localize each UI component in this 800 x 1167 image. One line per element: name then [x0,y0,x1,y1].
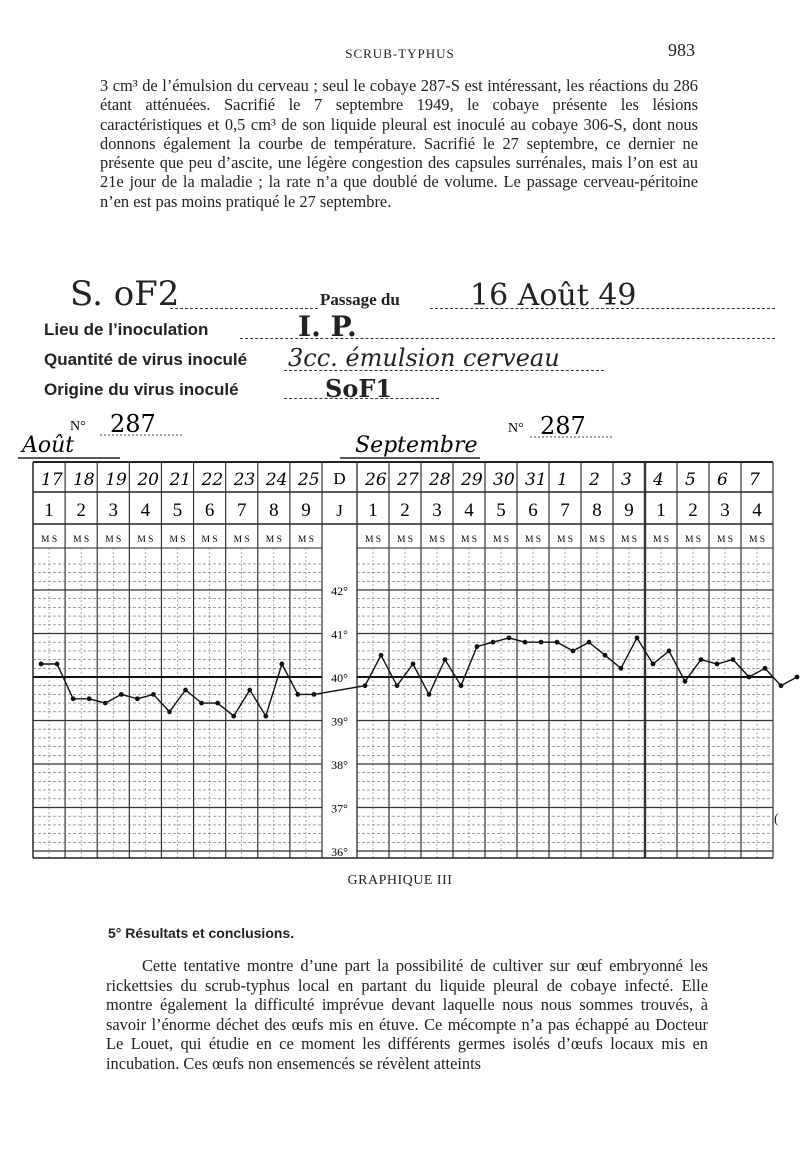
temperature-point [539,640,544,645]
temperature-point [395,683,400,688]
ms-right: M S [684,535,702,545]
no-value-right: 287 [540,412,586,440]
day-right: 1 [368,500,378,521]
ms-right: M S [524,535,542,545]
day-left: 6 [204,500,215,521]
ms-left: M S [265,535,282,545]
temperature-point [279,662,284,667]
date-left: 22 [201,470,224,490]
temperature-point [651,662,656,667]
lieu-value: I. P. [298,310,357,343]
y-tick-label: 41° [331,627,348,642]
temperature-point [427,692,432,697]
ms-right: M S [460,535,478,545]
quantite-label: Quantité de virus inoculé [44,350,248,369]
temperature-point [263,714,268,719]
day-right: 8 [592,500,602,521]
day-right: 2 [688,500,698,521]
date-right: 29 [461,470,483,490]
temperature-point [55,662,60,667]
temperature-point [763,666,768,671]
temperature-point [635,635,640,640]
temperature-point [312,692,317,697]
date-right: 31 [525,470,547,490]
temperature-point [363,683,368,688]
temperature-point [443,657,448,662]
ms-left: M S [201,535,218,545]
temperature-point [296,692,301,697]
body-paragraph: Cette tentative montre d’une part la possibilité de cultiver sur œuf embryonné les rickettsies du scrub-typhus local en partant du liquide pleural de cobaye infecté. Elle montre également la difficulté imprévue devant laquelle nous nous sommes trouvés, à savoir l’énorme déchet des œufs mis en étuve. Ce mécompte n’a pas échappé au Docteur Le Louet, qui étudie en ce moment les différents germes isolés d’œufs locaux mis en incubation. Ces œufs non ensemencés se révèlent atteints [106,956,708,1073]
ms-left: M S [41,535,58,545]
date-right: 27 [397,470,419,490]
month-right: Septembre [355,433,478,458]
temperature-point [667,649,672,654]
no-value-left: 287 [110,410,156,438]
y-tick-label: 39° [331,714,348,729]
day-right: 4 [752,500,762,521]
no-label-right: N° [508,421,524,436]
ms-right: M S [620,535,638,545]
y-tick-label: 42° [331,584,348,598]
day-right: 6 [528,500,538,521]
date-right: 3 [621,470,632,490]
day-right: 1 [656,500,666,521]
passage-label: Passage du [320,290,400,309]
temperature-point [199,701,204,706]
ms-right: M S [364,535,382,545]
y-tick-label: 37° [331,801,348,816]
day-right: 9 [624,500,634,521]
day-left: 4 [140,500,151,521]
temperature-point [411,662,416,667]
day-left: 7 [236,500,247,521]
ms-right: M S [396,535,414,545]
date-right: 1 [557,470,568,490]
date-left: 21 [169,470,192,490]
ms-right: M S [652,535,670,545]
y-tick-label: 38° [331,758,348,772]
date-right: 4 [653,470,664,490]
temperature-point [39,662,44,667]
ms-right: M S [556,535,574,545]
date-left: 23 [233,470,256,490]
temperature-point [523,640,528,645]
date-right: 6 [717,470,728,490]
d-label: D [333,469,346,488]
temperature-point [135,696,140,701]
temperature-point [731,657,736,662]
ms-right: M S [748,535,766,545]
temperature-point [379,653,384,658]
temperature-point [151,692,156,697]
ms-right: M S [716,535,734,545]
temperature-point [215,701,220,706]
y-tick-label: 40° [331,671,348,685]
date-left: 18 [73,470,95,490]
ms-left: M S [169,535,186,545]
ms-right: M S [492,535,510,545]
lieu-label: Lieu de l’inoculation [44,320,209,339]
origine-value: SoF1 [325,374,393,403]
ms-left: M S [233,535,250,545]
j-label: J [336,501,343,520]
chart-caption: GRAPHIQUE III [347,873,453,888]
temperature-point [167,709,172,714]
temperature-point [571,649,576,654]
temperature-point [587,640,592,645]
date-right: 28 [429,470,451,490]
ms-left: M S [137,535,154,545]
temperature-point [715,662,720,667]
month-left: Août [22,433,75,458]
temperature-point [71,696,76,701]
temperature-point [231,714,236,719]
ms-right: M S [588,535,606,545]
day-left: 9 [301,500,311,521]
temperature-point [459,683,464,688]
temperature-point [103,701,108,706]
day-right: 3 [720,500,730,521]
margin-mark: ( [774,812,779,827]
day-left: 2 [76,500,86,521]
date-left: 20 [137,470,159,490]
temperature-point [619,666,624,671]
day-right: 3 [432,500,442,521]
temperature-point [603,653,608,658]
date-left: 19 [105,470,127,490]
day-right: 4 [464,500,474,521]
temperature-point [779,683,784,688]
date-right: 26 [365,470,387,490]
page-number: 983 [668,40,695,60]
day-right: 5 [496,500,506,521]
section-title: 5° Résultats et conclusions. [108,925,295,941]
ms-right: M S [428,535,446,545]
intro-paragraph: 3 cm³ de l’émulsion du cerveau ; seul le cobaye 287-S est intéressant, les réactions du 286 étant atténuées. Sacrifié le 7 septembre 1949, le cobaye présente les lésions caractéristiques et 0,5 cm³ de son liquide pleural est inoculé au cobaye 306-S, dont nous donnons également la courbe de température. Sacrifié le 27 septembre, ce dernier ne présente que peu d’ascite, une légère congestion des capsules surrénales, mais l’on est au 21e jour de la maladie ; la rate n’a que doublé de volume. Le passage cerveau-péritoine n’en est pas moins pratiqué le 27 septembre. [100,76,698,211]
temperature-point [795,675,800,680]
temperature-point [507,635,512,640]
temperature-point [87,696,92,701]
day-left: 5 [172,500,183,521]
ms-left: M S [105,535,122,545]
date-right: 30 [493,470,515,490]
running-head: SCRUB-TYPHUS [345,46,455,61]
temperature-point [683,679,688,684]
quantite-value: 3cc. émulsion cerveau [288,344,560,372]
temperature-point [555,640,560,645]
temperature-point [247,688,252,693]
temperature-point [491,640,496,645]
temperature-point [475,644,480,649]
passage-value: 16 Août 49 [470,278,637,313]
date-right: 7 [749,470,760,490]
temperature-point [119,692,124,697]
day-left: 3 [108,500,119,521]
date-left: 17 [41,470,63,490]
day-left: 1 [44,500,54,521]
ms-left: M S [297,535,314,545]
ms-left: M S [73,535,90,545]
y-tick-label: 36° [331,845,348,859]
temperature-point [699,657,704,662]
temperature-point [747,675,752,680]
temperature-point [183,688,188,693]
date-left: 25 [297,470,320,490]
date-left: 24 [265,470,288,490]
day-right: 7 [560,500,570,521]
no-label-left: N° [70,419,86,434]
strain-value: S. oF2 [70,274,180,314]
day-right: 2 [400,500,410,521]
date-right: 5 [685,470,696,490]
date-right: 2 [589,470,600,490]
origine-label: Origine du virus inoculé [44,380,239,399]
day-left: 8 [269,500,279,521]
